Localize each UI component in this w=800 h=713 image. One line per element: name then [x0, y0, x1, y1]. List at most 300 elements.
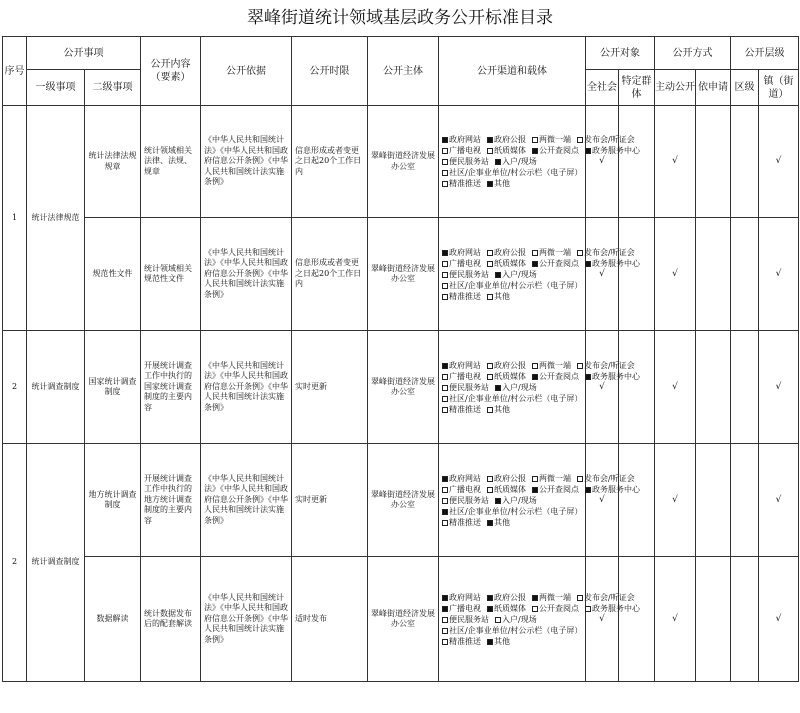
channel-option [487, 593, 526, 602]
level2-cell: 规范性文件 [85, 218, 141, 331]
checkbox-icon [442, 148, 448, 154]
channel-option [585, 485, 640, 494]
checkbox-icon [442, 363, 448, 369]
channel-line [442, 404, 585, 415]
channel-label: 纸质媒体 [494, 371, 526, 381]
channel-label: 社区/企事业单位/村公示栏（电子屏） [449, 168, 583, 177]
basis-header: 公开依据 [201, 37, 292, 106]
channel-line [442, 636, 585, 647]
target-specific-cell [619, 557, 655, 682]
checkbox-icon [532, 374, 538, 380]
matter-header: 公开事项 [27, 37, 141, 70]
level2-header: 二级事项 [85, 70, 141, 106]
checkbox-icon [487, 294, 493, 300]
checkbox-icon [487, 137, 493, 143]
channel-line [442, 473, 635, 484]
channel-label: 广播电视 [449, 371, 481, 381]
checkbox-icon [487, 148, 493, 154]
channel-option [442, 135, 481, 144]
channel-option [442, 394, 582, 403]
level2-cell: 地方统计调查制度 [85, 444, 141, 557]
checkbox-icon [495, 385, 501, 391]
channel-option [585, 372, 640, 381]
checkbox-icon [442, 396, 448, 402]
level2-cell: 统计法律法规规章 [85, 106, 141, 218]
channel-option [495, 496, 537, 505]
checkbox-icon [495, 272, 501, 278]
content-cell: 统计数据发布后的配套解读 [141, 557, 201, 682]
channel-option [495, 157, 537, 166]
checkbox-icon [442, 606, 448, 612]
channel-cell [439, 331, 640, 444]
channel-label: 政府公报 [494, 592, 526, 602]
basis-cell: 《中华人民共和国统计法》《中华人民共和国政府信息公开条例》《中华人民共和国统计法实施条例》 [201, 218, 292, 331]
time-cell: 信息形成或者变更之日起20个工作日内 [292, 218, 368, 331]
channel-option [585, 259, 640, 268]
checkbox-icon [442, 498, 448, 504]
subject-header: 公开主体 [368, 37, 439, 106]
target-all-cell: √ [586, 218, 619, 331]
subject-cell: 翠峰街道经济发展办公室 [368, 557, 439, 682]
channel-label: 政务服务中心 [592, 603, 640, 613]
channel-label: 纸质媒体 [494, 603, 526, 613]
channel-label: 广播电视 [449, 258, 481, 268]
channel-label: 纸质媒体 [494, 258, 526, 268]
checkbox-icon [532, 137, 538, 143]
checkbox-icon [442, 407, 448, 413]
level1-cell: 统计法律规范 [27, 106, 85, 331]
checkbox-icon [532, 595, 538, 601]
target-all-cell: √ [586, 557, 619, 682]
channel-label: 精准推送 [449, 404, 481, 414]
checkbox-icon [532, 476, 538, 482]
channel-line [442, 134, 635, 145]
channel-label: 其他 [494, 179, 510, 188]
method-apply-cell [696, 444, 731, 557]
time-cell: 适时发布 [292, 557, 368, 682]
channel-label: 政务服务中心 [592, 258, 640, 268]
level-town-cell: √ [759, 106, 799, 218]
channel-option [585, 604, 640, 613]
channel-option [495, 270, 537, 279]
channel-option [442, 157, 489, 166]
level-town-cell: √ [759, 557, 799, 682]
method-apply-cell [696, 331, 731, 444]
channel-label: 入户/现场 [502, 495, 537, 505]
channel-label: 政府公报 [494, 247, 526, 257]
channel-label: 政府网站 [449, 135, 481, 144]
subject-cell: 翠峰街道经济发展办公室 [368, 106, 439, 218]
subject-cell: 翠峰街道经济发展办公室 [368, 331, 439, 444]
table-row [3, 106, 799, 218]
channel-option [532, 593, 571, 602]
channel-label: 入户/现场 [502, 157, 537, 166]
channel-line [442, 178, 585, 189]
seq-header: 序号 [3, 37, 27, 106]
subject-cell: 翠峰街道经济发展办公室 [368, 444, 439, 557]
time-header: 公开时限 [292, 37, 368, 106]
checkbox-icon [495, 159, 501, 165]
basis-cell: 《中华人民共和国统计法》《中华人民共和国政府信息公开条例》《中华人民共和国统计法实施条例》 [201, 106, 292, 218]
channel-line [442, 280, 585, 291]
channel-option [487, 485, 526, 494]
channel-header: 公开渠道和载体 [439, 37, 586, 106]
channel-option [532, 474, 571, 483]
basis-cell: 《中华人民共和国统计法》《中华人民共和国政府信息公开条例》《中华人民共和国统计法实施条例》 [201, 331, 292, 444]
channel-option [487, 259, 526, 268]
checkbox-icon [585, 374, 591, 380]
checkbox-icon [577, 250, 583, 256]
checkbox-icon [585, 606, 591, 612]
channel-label: 两微一端 [539, 360, 571, 370]
channel-label: 其他 [494, 517, 510, 527]
channel-label: 公开查阅点 [539, 603, 579, 613]
channel-option [442, 405, 481, 414]
channel-line [442, 145, 640, 156]
page-title: 翠峰街道统计领域基层政务公开标准目录 [247, 8, 553, 28]
channel-cell [439, 218, 640, 331]
checkbox-icon [487, 606, 493, 612]
seq-cell: 2 [3, 331, 27, 444]
level-header: 公开层级 [731, 37, 799, 70]
subject-cell: 翠峰街道经济发展办公室 [368, 218, 439, 331]
checkbox-icon [442, 181, 448, 187]
channel-option [442, 637, 481, 646]
channel-label: 政府公报 [494, 473, 526, 483]
channel-option [532, 604, 579, 613]
channel-option [442, 248, 481, 257]
channel-option [495, 383, 537, 392]
level-town-cell: √ [759, 218, 799, 331]
checkbox-icon [585, 261, 591, 267]
checkbox-icon [442, 617, 448, 623]
level-district-cell [731, 557, 759, 682]
channel-option [532, 135, 571, 144]
channel-label: 精准推送 [449, 179, 481, 188]
channel-label: 两微一端 [539, 247, 571, 257]
channel-option [532, 248, 571, 257]
level-district-cell [731, 106, 759, 218]
channel-label: 公开查阅点 [539, 371, 579, 381]
channel-label: 便民服务站 [449, 614, 489, 624]
checkbox-icon [442, 595, 448, 601]
time-cell: 实时更新 [292, 444, 368, 557]
content-cell: 统计领域相关法律、法规、规章 [141, 106, 201, 218]
channel-label: 发布会/听证会 [584, 592, 635, 602]
level1-cell: 统计调查制度 [27, 444, 85, 682]
channel-label: 精准推送 [449, 517, 481, 527]
checkbox-icon [442, 294, 448, 300]
channel-label: 其他 [494, 404, 510, 414]
channel-option [577, 135, 635, 144]
channel-option [532, 146, 579, 155]
channel-label: 入户/现场 [502, 269, 537, 279]
target-header: 公开对象 [586, 37, 655, 70]
channel-label: 便民服务站 [449, 382, 489, 392]
channel-label: 两微一端 [539, 135, 571, 144]
content-header: 公开内容（要素） [141, 37, 201, 106]
channel-option [487, 361, 526, 370]
channel-cell [439, 444, 640, 557]
channel-option [442, 485, 481, 494]
checkbox-icon [442, 385, 448, 391]
target-all-header: 全社会 [586, 70, 619, 106]
channel-option [487, 637, 510, 646]
checkbox-icon [442, 374, 448, 380]
checkbox-icon [487, 476, 493, 482]
checkbox-icon [487, 261, 493, 267]
channel-label: 政府网站 [449, 473, 481, 483]
channel-option [532, 259, 579, 268]
method-active-cell: √ [655, 331, 696, 444]
channel-label: 社区/企事业单位/村公示栏（电子屏） [449, 393, 583, 403]
checkbox-icon [585, 148, 591, 154]
basis-cell: 《中华人民共和国统计法》《中华人民共和国政府信息公开条例》《中华人民共和国统计法实施条例》 [201, 557, 292, 682]
checkbox-icon [487, 595, 493, 601]
method-apply-header: 依申请 [696, 70, 731, 106]
target-specific-cell [619, 218, 655, 331]
checkbox-icon [487, 407, 493, 413]
channel-option [487, 292, 510, 301]
channel-line [442, 167, 585, 178]
channel-cell [439, 106, 640, 218]
channel-option [577, 593, 635, 602]
channel-line [442, 360, 635, 371]
channel-option [442, 281, 582, 290]
channel-line [442, 382, 585, 393]
channel-option [532, 372, 579, 381]
level-district-cell [731, 444, 759, 557]
channel-label: 精准推送 [449, 636, 481, 646]
channel-option [442, 474, 481, 483]
checkbox-icon [495, 617, 501, 623]
channel-option [442, 270, 489, 279]
channel-label: 两微一端 [539, 592, 571, 602]
channel-label: 纸质媒体 [494, 146, 526, 155]
channel-label: 其他 [494, 291, 510, 301]
level1-header: 一级事项 [27, 70, 85, 106]
level-district-header: 区级 [731, 70, 759, 106]
checkbox-icon [442, 487, 448, 493]
channel-option [442, 259, 481, 268]
channel-option [495, 615, 537, 624]
level-town-cell: √ [759, 444, 799, 557]
channel-option [487, 248, 526, 257]
channel-label: 发布会/听证会 [584, 473, 635, 483]
basis-cell: 《中华人民共和国统计法》《中华人民共和国政府信息公开条例》《中华人民共和国统计法实施条例》 [201, 444, 292, 557]
seq-cell: 1 [3, 106, 27, 331]
channel-option [442, 168, 582, 177]
checkbox-icon [442, 628, 448, 634]
channel-label: 社区/企事业单位/村公示栏（电子屏） [449, 625, 583, 635]
channel-line [442, 371, 640, 382]
target-specific-header: 特定群体 [619, 70, 655, 106]
checkbox-icon [577, 363, 583, 369]
checkbox-icon [495, 498, 501, 504]
checkbox-icon [487, 639, 493, 645]
checkbox-icon [442, 520, 448, 526]
seq-cell: 2 [3, 444, 27, 682]
channel-option [442, 496, 489, 505]
content-cell: 开展统计调查工作中执行的国家统计调查制度的主要内容 [141, 331, 201, 444]
level-district-cell [731, 331, 759, 444]
checkbox-icon [487, 363, 493, 369]
channel-label: 纸质媒体 [494, 484, 526, 494]
channel-label: 政府公报 [494, 135, 526, 144]
channel-option [487, 372, 526, 381]
checkbox-icon [442, 159, 448, 165]
channel-option [487, 604, 526, 613]
channel-label: 精准推送 [449, 291, 481, 301]
checkbox-icon [532, 606, 538, 612]
channel-label: 公开查阅点 [539, 258, 579, 268]
channel-option [532, 485, 579, 494]
channel-label: 发布会/听证会 [584, 135, 635, 144]
channel-label: 公开查阅点 [539, 146, 579, 155]
channel-label: 两微一端 [539, 473, 571, 483]
method-apply-cell [696, 557, 731, 682]
channel-line [442, 247, 635, 258]
channel-label: 广播电视 [449, 484, 481, 494]
time-cell: 信息形成或者变更之日起20个工作日内 [292, 106, 368, 218]
level-town-header: 镇（街道） [759, 70, 799, 106]
checkbox-icon [577, 595, 583, 601]
checkbox-icon [442, 250, 448, 256]
channel-option [442, 179, 481, 188]
channel-option [442, 146, 481, 155]
channel-label: 发布会/听证会 [584, 360, 635, 370]
checkbox-icon [442, 639, 448, 645]
table-row [3, 218, 799, 331]
channel-option [487, 146, 526, 155]
channel-label: 便民服务站 [449, 269, 489, 279]
channel-option [585, 146, 640, 155]
checkbox-icon [487, 250, 493, 256]
channel-line [442, 614, 585, 625]
channel-option [487, 405, 510, 414]
channel-option [442, 361, 481, 370]
checkbox-icon [532, 487, 538, 493]
checkbox-icon [442, 283, 448, 289]
channel-option [442, 626, 582, 635]
channel-line [442, 269, 585, 280]
content-cell: 开展统计调查工作中执行的地方统计调查制度的主要内容 [141, 444, 201, 557]
checkbox-icon [532, 148, 538, 154]
channel-label: 其他 [494, 636, 510, 646]
channel-option [487, 518, 510, 527]
channel-label: 政务服务中心 [592, 371, 640, 381]
checkbox-icon [442, 476, 448, 482]
channel-label: 政府公报 [494, 360, 526, 370]
channel-line [442, 517, 585, 528]
channel-label: 政务服务中心 [592, 484, 640, 494]
checkbox-icon [442, 509, 448, 515]
checkbox-icon [487, 487, 493, 493]
table-row [3, 331, 799, 444]
channel-label: 政府网站 [449, 592, 481, 602]
table-row [3, 444, 799, 557]
channel-line [442, 592, 635, 603]
channel-option [442, 507, 582, 516]
channel-label: 广播电视 [449, 603, 481, 613]
level-town-cell: √ [759, 331, 799, 444]
checkbox-icon [577, 476, 583, 482]
channel-label: 便民服务站 [449, 157, 489, 166]
target-specific-cell [619, 331, 655, 444]
method-active-cell: √ [655, 444, 696, 557]
checkbox-icon [442, 272, 448, 278]
table-row [3, 557, 799, 682]
channel-option [487, 179, 510, 188]
channel-line [442, 156, 585, 167]
channel-option [577, 361, 635, 370]
checkbox-icon [442, 261, 448, 267]
checkbox-icon [532, 261, 538, 267]
checkbox-icon [487, 181, 493, 187]
channel-option [577, 248, 635, 257]
channel-label: 政府网站 [449, 360, 481, 370]
channel-line [442, 393, 585, 404]
channel-cell [439, 557, 640, 682]
channel-line [442, 484, 640, 495]
channel-label: 广播电视 [449, 146, 481, 155]
channel-line [442, 291, 585, 302]
level2-cell: 数据解读 [85, 557, 141, 682]
method-active-cell: √ [655, 218, 696, 331]
channel-line [442, 258, 640, 269]
channel-label: 入户/现场 [502, 614, 537, 624]
channel-option [532, 361, 571, 370]
level2-cell: 国家统计调查制度 [85, 331, 141, 444]
method-active-cell: √ [655, 106, 696, 218]
channel-label: 政务服务中心 [592, 146, 640, 155]
content-cell: 统计领域相关规范性文件 [141, 218, 201, 331]
checkbox-icon [442, 170, 448, 176]
checkbox-icon [577, 137, 583, 143]
channel-label: 入户/现场 [502, 382, 537, 392]
method-active-cell: √ [655, 557, 696, 682]
channel-line [442, 506, 585, 517]
channel-label: 便民服务站 [449, 495, 489, 505]
channel-option [487, 474, 526, 483]
target-specific-cell [619, 106, 655, 218]
channel-label: 公开查阅点 [539, 484, 579, 494]
method-apply-cell [696, 106, 731, 218]
catalog-table [2, 36, 799, 682]
time-cell: 实时更新 [292, 331, 368, 444]
target-all-cell: √ [586, 106, 619, 218]
level1-cell: 统计调查制度 [27, 331, 85, 444]
channel-option [442, 372, 481, 381]
channel-line [442, 603, 640, 614]
channel-option [577, 474, 635, 483]
method-apply-cell [696, 218, 731, 331]
channel-label: 发布会/听证会 [584, 247, 635, 257]
method-header: 公开方式 [655, 37, 731, 70]
channel-label: 政府网站 [449, 247, 481, 257]
target-specific-cell [619, 444, 655, 557]
channel-line [442, 625, 585, 636]
channel-line [442, 495, 585, 506]
checkbox-icon [442, 137, 448, 143]
checkbox-icon [532, 363, 538, 369]
channel-option [442, 615, 489, 624]
channel-option [442, 518, 481, 527]
checkbox-icon [487, 374, 493, 380]
channel-option [442, 604, 481, 613]
target-all-cell: √ [586, 444, 619, 557]
level-district-cell [731, 218, 759, 331]
